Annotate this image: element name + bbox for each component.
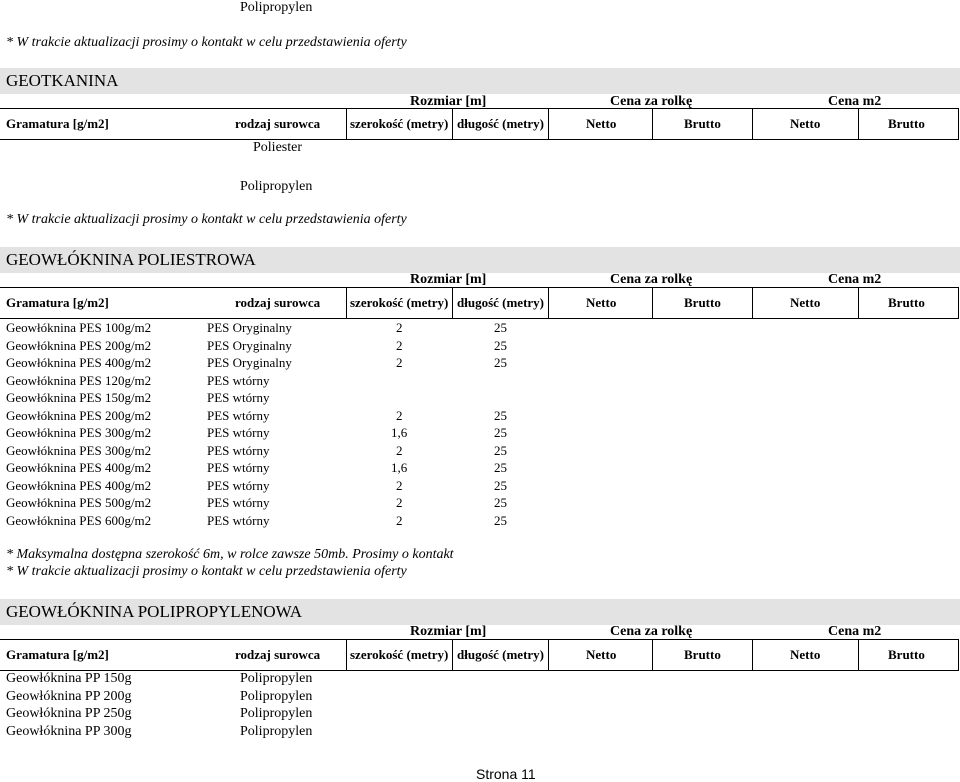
row-name: Geowłóknina PP 150g (6, 671, 132, 686)
row-width: 2 (396, 338, 403, 353)
col-gramatura: Gramatura [g/m2] (6, 116, 109, 131)
geotkanina-note: * W trakcie aktualizacji prosimy o kontakt w celu przedstawienia oferty (6, 212, 407, 227)
row-name: Geowłóknina PP 250g (6, 706, 132, 721)
col-brutto: Brutto (684, 116, 721, 131)
row-width: 2 (396, 320, 403, 335)
col-gramatura: Gramatura [g/m2] (6, 647, 109, 662)
col-dlugosc: długość (metry) (457, 647, 545, 662)
row-material: PES Oryginalny (207, 320, 292, 335)
col-szerokosc: szerokość (metry) (350, 647, 449, 662)
col-brutto-m2: Brutto (888, 295, 925, 310)
col-dlugosc: długość (metry) (457, 116, 545, 131)
row-length: 25 (494, 443, 507, 458)
row-length: 25 (494, 355, 507, 370)
section-title: GEOTKANINA (6, 71, 119, 90)
row-width: 2 (396, 408, 403, 423)
row-name: Geowłóknina PES 400g/m2 (6, 460, 152, 475)
col-netto: Netto (586, 116, 617, 131)
row-material: PES wtórny (207, 460, 270, 475)
row-name: Geowłóknina PP 300g (6, 724, 132, 739)
row-name: Geowłóknina PES 200g/m2 (6, 408, 152, 423)
row-name: Geowłóknina PES 500g/m2 (6, 495, 152, 510)
row-material: PES Oryginalny (207, 338, 292, 353)
row-name: Geowłóknina PES 300g/m2 (6, 425, 152, 440)
section-title: GEOWŁÓKNINA POLIESTROWA (6, 250, 256, 269)
col-brutto: Brutto (684, 295, 721, 310)
col-netto: Netto (586, 295, 617, 310)
row-material: PES Oryginalny (207, 355, 292, 370)
row-length: 25 (494, 478, 507, 493)
col-surowiec: rodzaj surowca (235, 116, 321, 131)
row-name: Geowłóknina PP 200g (6, 689, 132, 704)
row-length: 25 (494, 425, 507, 440)
column-header-row (0, 287, 959, 319)
col-brutto: Brutto (684, 647, 721, 662)
header-rozmiar: Rozmiar [m] (410, 94, 487, 109)
row-material: PES wtórny (207, 443, 270, 458)
geotkanina-material-2: Polipropylen (240, 179, 313, 194)
section-title: GEOWŁÓKNINA POLIPROPYLENOWA (6, 602, 303, 621)
header-rozmiar: Rozmiar [m] (410, 272, 487, 287)
row-name: Geowłóknina PES 300g/m2 (6, 443, 152, 458)
row-material: Polipropylen (240, 689, 313, 704)
header-cena-rolke: Cena za rolkę (610, 272, 693, 287)
row-width: 2 (396, 355, 403, 370)
row-material: PES wtórny (207, 373, 270, 388)
row-material: PES wtórny (207, 390, 270, 405)
col-netto-m2: Netto (790, 647, 821, 662)
page-number: Strona 11 (476, 766, 536, 782)
row-material: PES wtórny (207, 495, 270, 510)
row-material: PES wtórny (207, 425, 270, 440)
col-szerokosc: szerokość (metry) (350, 116, 449, 131)
column-header-row (0, 639, 959, 671)
row-name: Geowłóknina PES 600g/m2 (6, 513, 152, 528)
col-brutto-m2: Brutto (888, 647, 925, 662)
header-cena-m2: Cena m2 (828, 624, 882, 639)
row-width: 2 (396, 513, 403, 528)
row-material: PES wtórny (207, 408, 270, 423)
section-poliestrowa (0, 247, 960, 273)
header-cena-rolke: Cena za rolkę (610, 94, 693, 109)
header-cena-m2: Cena m2 (828, 94, 882, 109)
row-length: 25 (494, 513, 507, 528)
header-cena-m2: Cena m2 (828, 272, 882, 287)
row-material: PES wtórny (207, 513, 270, 528)
row-name: Geowłóknina PES 400g/m2 (6, 478, 152, 493)
row-name: Geowłóknina PES 150g/m2 (6, 390, 152, 405)
poliestrowa-note-update: * W trakcie aktualizacji prosimy o kontakt w celu przedstawienia oferty (6, 564, 407, 579)
col-netto-m2: Netto (790, 116, 821, 131)
geotkanina-material-1: Poliester (253, 140, 302, 155)
top-note: * W trakcie aktualizacji prosimy o kontakt w celu przedstawienia oferty (6, 35, 407, 50)
poliestrowa-note-width: * Maksymalna dostępna szerokość 6m, w rolce zawsze 50mb. Prosimy o kontakt (6, 547, 454, 562)
col-gramatura: Gramatura [g/m2] (6, 295, 109, 310)
section-geotkanina (0, 68, 960, 94)
row-width: 1,6 (391, 425, 408, 440)
col-dlugosc: długość (metry) (457, 295, 545, 310)
row-name: Geowłóknina PES 120g/m2 (6, 373, 152, 388)
row-length: 25 (494, 460, 507, 475)
col-brutto-m2: Brutto (888, 116, 925, 131)
row-length: 25 (494, 408, 507, 423)
row-material: Polipropylen (240, 706, 313, 721)
header-rozmiar: Rozmiar [m] (410, 624, 487, 639)
top-material: Polipropylen (240, 0, 313, 15)
row-material: PES wtórny (207, 478, 270, 493)
row-material: Polipropylen (240, 671, 313, 686)
col-szerokosc: szerokość (metry) (350, 295, 449, 310)
column-header-row (0, 108, 959, 140)
row-length: 25 (494, 338, 507, 353)
row-width: 1,6 (391, 460, 408, 475)
col-surowiec: rodzaj surowca (235, 647, 321, 662)
row-width: 2 (396, 478, 403, 493)
row-length: 25 (494, 320, 507, 335)
col-netto: Netto (586, 647, 617, 662)
row-width: 2 (396, 443, 403, 458)
row-name: Geowłóknina PES 100g/m2 (6, 320, 152, 335)
row-name: Geowłóknina PES 200g/m2 (6, 338, 152, 353)
row-material: Polipropylen (240, 724, 313, 739)
col-netto-m2: Netto (790, 295, 821, 310)
row-width: 2 (396, 495, 403, 510)
row-name: Geowłóknina PES 400g/m2 (6, 355, 152, 370)
row-length: 25 (494, 495, 507, 510)
section-polipropylenowa (0, 599, 960, 625)
col-surowiec: rodzaj surowca (235, 295, 321, 310)
header-cena-rolke: Cena za rolkę (610, 624, 693, 639)
